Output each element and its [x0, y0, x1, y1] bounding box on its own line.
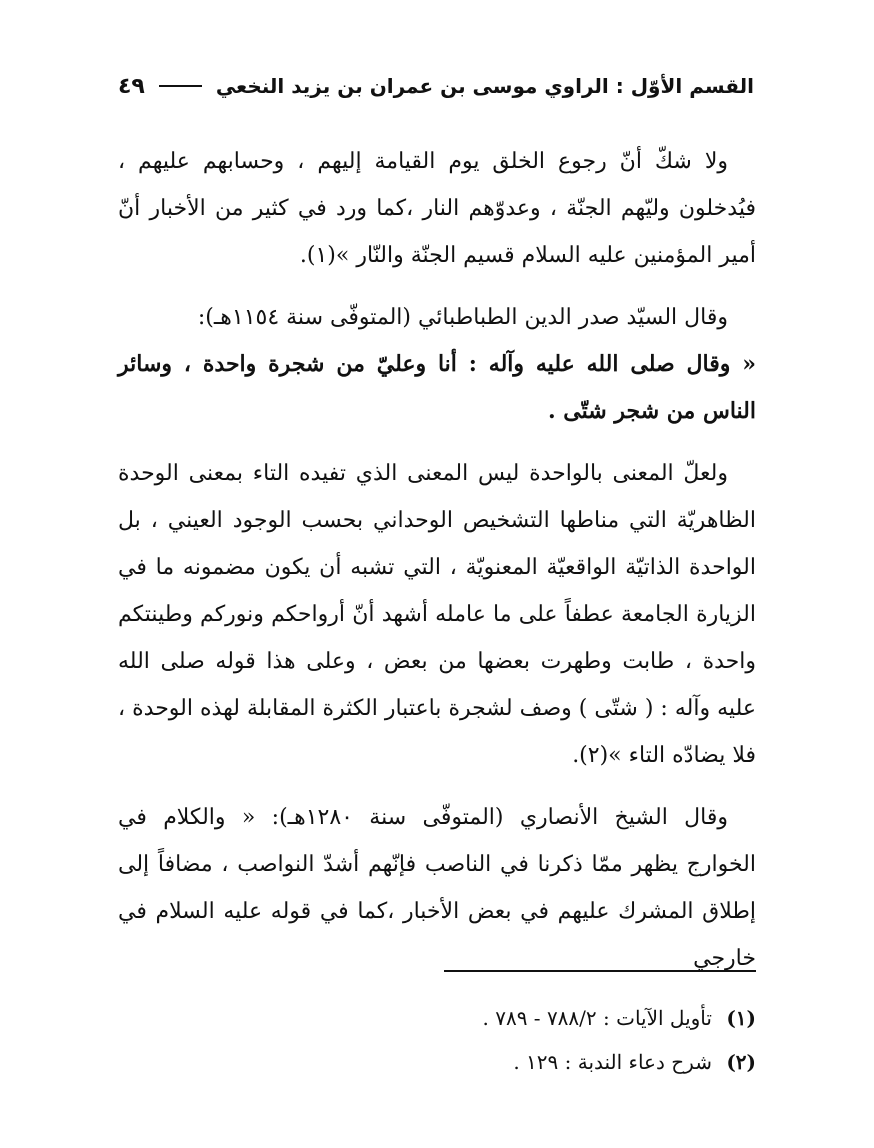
paragraph-2-intro: وقال السيّد صدر الدين الطباطبائي (المتوفّى سنة ١١٥٤هـ): — [197, 305, 728, 330]
footnote-1 — [256, 996, 756, 1040]
footnote-2 — [256, 1040, 756, 1084]
paragraph-4: وقال الشيخ الأنصاري (المتوفّى سنة ١٢٨٠هـ): « والكلام في الخوارج يظهر ممّا ذكرنا في الناصب فإنّهم أشدّ النواصب ، مضافاً إلى إطلاق المشرك عليهم في بعض الأخبار ،كما في قوله عليه السلام في خارجي — [118, 805, 756, 971]
footnote-text: تأويل الآيات : ٧٨٨/٢ - ٧٨٩ . — [482, 1006, 712, 1030]
main-text — [118, 138, 756, 997]
header-divider — [159, 85, 202, 87]
hadith-quote: « وقال صلى الله عليه وآله : أنا وعليّ من شجرة واحدة ، وسائر الناس من شجر شتّى . — [118, 351, 756, 424]
footnotes — [256, 996, 756, 1084]
page-number: ٤٩ — [118, 73, 145, 99]
footnote-text: شرح دعاء الندبة : ١٢٩ . — [513, 1050, 712, 1074]
paragraph-3: ولعلّ المعنى بالواحدة ليس المعنى الذي تفيده التاء بمعنى الوحدة الظاهريّة التي مناطها التشخيص الوحداني بحسب الوجود العيني ، بل الواحدة الذاتيّة الواقعيّة المعنويّة ، التي تشبه أن يكون مضمونه ما في الزيارة الجامعة عطفاً على ما عامله أشهد أنّ أرواحكم ونوركم وطينتكم واحدة ، طابت وطهرت بعضها من بعض ، وعلى هذا قوله صلى الله عليه وآله : ( شتّى ) وصف لشجرة باعتبار الكثرة المقابلة لهذه الوحدة ، فلا يضادّه التاء »(٢). — [118, 461, 757, 768]
footnote-mark: (٢) — [726, 1050, 756, 1074]
chapter-title: القسم الأوّل : الراوي موسى بن عمران بن يزيد النخعي — [215, 74, 754, 98]
paragraph-2 — [118, 294, 756, 435]
running-header — [118, 66, 754, 106]
paragraph-1: ولا شكّ أنّ رجوع الخلق يوم القيامة إليهم ، وحسابهم عليهم ، فيُدخلون وليّهم الجنّة ، وعدوّهم النار ،كما ورد في كثير من الأخبار أنّ أمير المؤمنين عليه السلام قسيم الجنّة والنّار »(١). — [118, 149, 756, 268]
footnote-divider — [444, 970, 756, 972]
footnote-mark: (١) — [726, 1006, 756, 1030]
